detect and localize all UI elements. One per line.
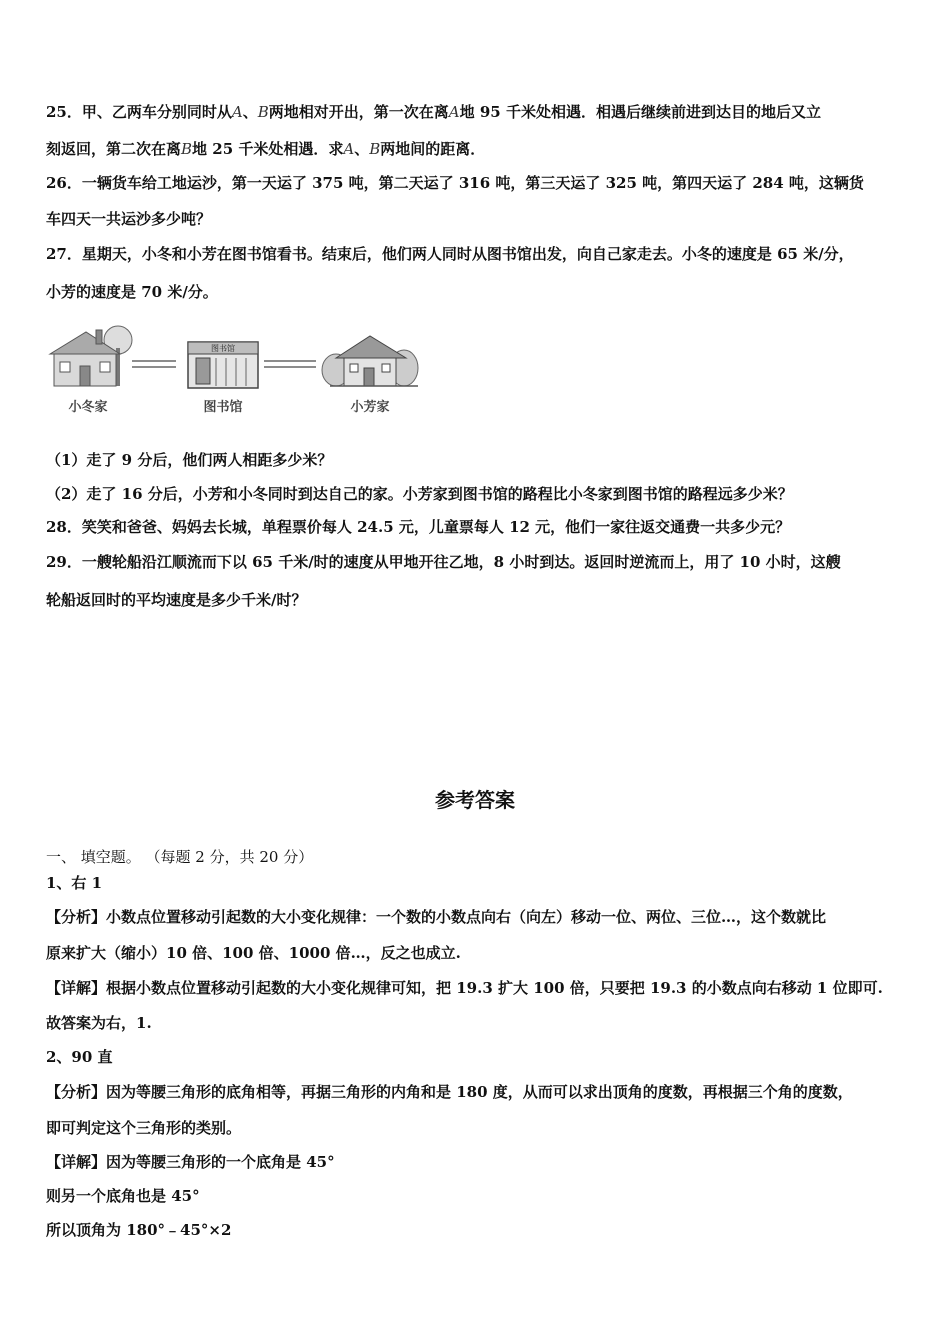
- q29-line-1: 29．一艘轮船沿江顺流而下以 65 千米/时的速度从甲地开往乙地，8 小时到达。返回时逆流而上，用了 10 小时，这艘: [46, 553, 841, 571]
- xiaodong-house-icon: [50, 326, 132, 386]
- q26-line-2: 车四天一共运沙多少吨？: [46, 210, 212, 228]
- library-label: 图书馆: [203, 400, 243, 415]
- answer-2-analysis-1: 【分析】因为等腰三角形的底角相等，再据三角形的内角和是 180 度，从而可以求出顶角的度数，再根据三个角的度数，: [46, 1083, 853, 1101]
- answer-2-detail-2: 则另一个底角也是 45°: [46, 1187, 200, 1205]
- point-b: B: [369, 140, 381, 158]
- answer-1-detail-1: 【详解】根据小数点位置移动引起数的大小变化规律可知，把 19.3 扩大 100 倍，只要把 19.3 的小数点向右移动 1 位即可.: [46, 979, 883, 997]
- q26-line-1: 26．一辆货车给工地运沙，第一天运了 375 吨，第二天运了 316 吨，第三天运了 325 吨，第四天运了 284 吨，这辆货: [46, 174, 864, 192]
- q27-sub-1: （1）走了 9 分后，他们两人相距多少米？: [46, 451, 333, 469]
- answer-2-detail-3: 所以顶角为 180°﹣45°×2: [46, 1221, 232, 1239]
- answer-1-detail-2: 故答案为右，1.: [46, 1014, 152, 1032]
- answer-2-detail-1: 【详解】因为等腰三角形的一个底角是 45°: [46, 1153, 335, 1171]
- point-a: A: [231, 103, 243, 121]
- q28-line-1: 28．笑笑和爸爸、妈妈去长城，单程票价每人 24.5 元，儿童票每人 12 元，他们一家往返交通费一共多少元？: [46, 518, 791, 536]
- point-b: B: [257, 103, 269, 121]
- answer-1-analysis-1: 【分析】小数点位置移动引起数的大小变化规律：一个数的小数点向右（向左）移动一位、两位、三位…，这个数就比: [46, 908, 827, 926]
- q25-text: 两地相对开出，第一次在离: [268, 103, 449, 121]
- q25-text: 地 25 千米处相遇．求: [192, 140, 344, 158]
- q27-sub-2: （2）走了 16 分后，小芳和小冬同时到达自己的家。小芳家到图书馆的路程比小冬家到图书馆的路程远多少米？: [46, 485, 793, 503]
- answer-2: 2、90 直: [46, 1048, 113, 1066]
- answer-section-heading: 一、 填空题。 （每题 2 分，共 20 分）: [46, 848, 314, 866]
- answer-1: 1、右 1: [46, 874, 103, 892]
- answer-1-analysis-2: 原来扩大（缩小）10 倍、100 倍、1000 倍…，反之也成立.: [46, 944, 461, 962]
- xiaodong-house-label: 小冬家: [68, 400, 108, 415]
- q25-text: 25．甲、乙两车分别同时从: [46, 103, 232, 121]
- q25-text: 刻返回，第二次在离: [46, 140, 182, 158]
- q27-line-2: 小芳的速度是 70 米/分。: [46, 283, 218, 301]
- library-sign: 图书馆: [211, 344, 235, 353]
- xiaofang-house-label: 小芳家: [350, 400, 390, 415]
- q27-line-1: 27．星期天，小冬和小芳在图书馆看书。结束后，他们两人同时从图书馆出发，向自己家走去。小冬的速度是 65 米/分，: [46, 245, 854, 263]
- route-figure: [46, 318, 426, 418]
- separator: 、: [242, 103, 258, 121]
- q25-line-1: [46, 101, 914, 123]
- separator: 、: [354, 140, 370, 158]
- route-illustration: [46, 318, 426, 398]
- point-a: A: [343, 140, 355, 158]
- q25-text: 两地间的距离．: [380, 140, 486, 158]
- q29-line-2: 轮船返回时的平均速度是多少千米/时？: [46, 591, 307, 609]
- answer-2-analysis-2: 即可判定这个三角形的类别。: [46, 1119, 242, 1137]
- q25-line-2: [46, 138, 914, 160]
- point-b: B: [181, 140, 193, 158]
- xiaofang-house-icon: [322, 336, 418, 386]
- library-icon: [188, 342, 258, 388]
- answer-title: 参考答案: [435, 788, 515, 812]
- q25-text: 地 95 千米处相遇．相遇后继续前进到达目的地后又立: [459, 103, 821, 121]
- point-a: A: [448, 103, 460, 121]
